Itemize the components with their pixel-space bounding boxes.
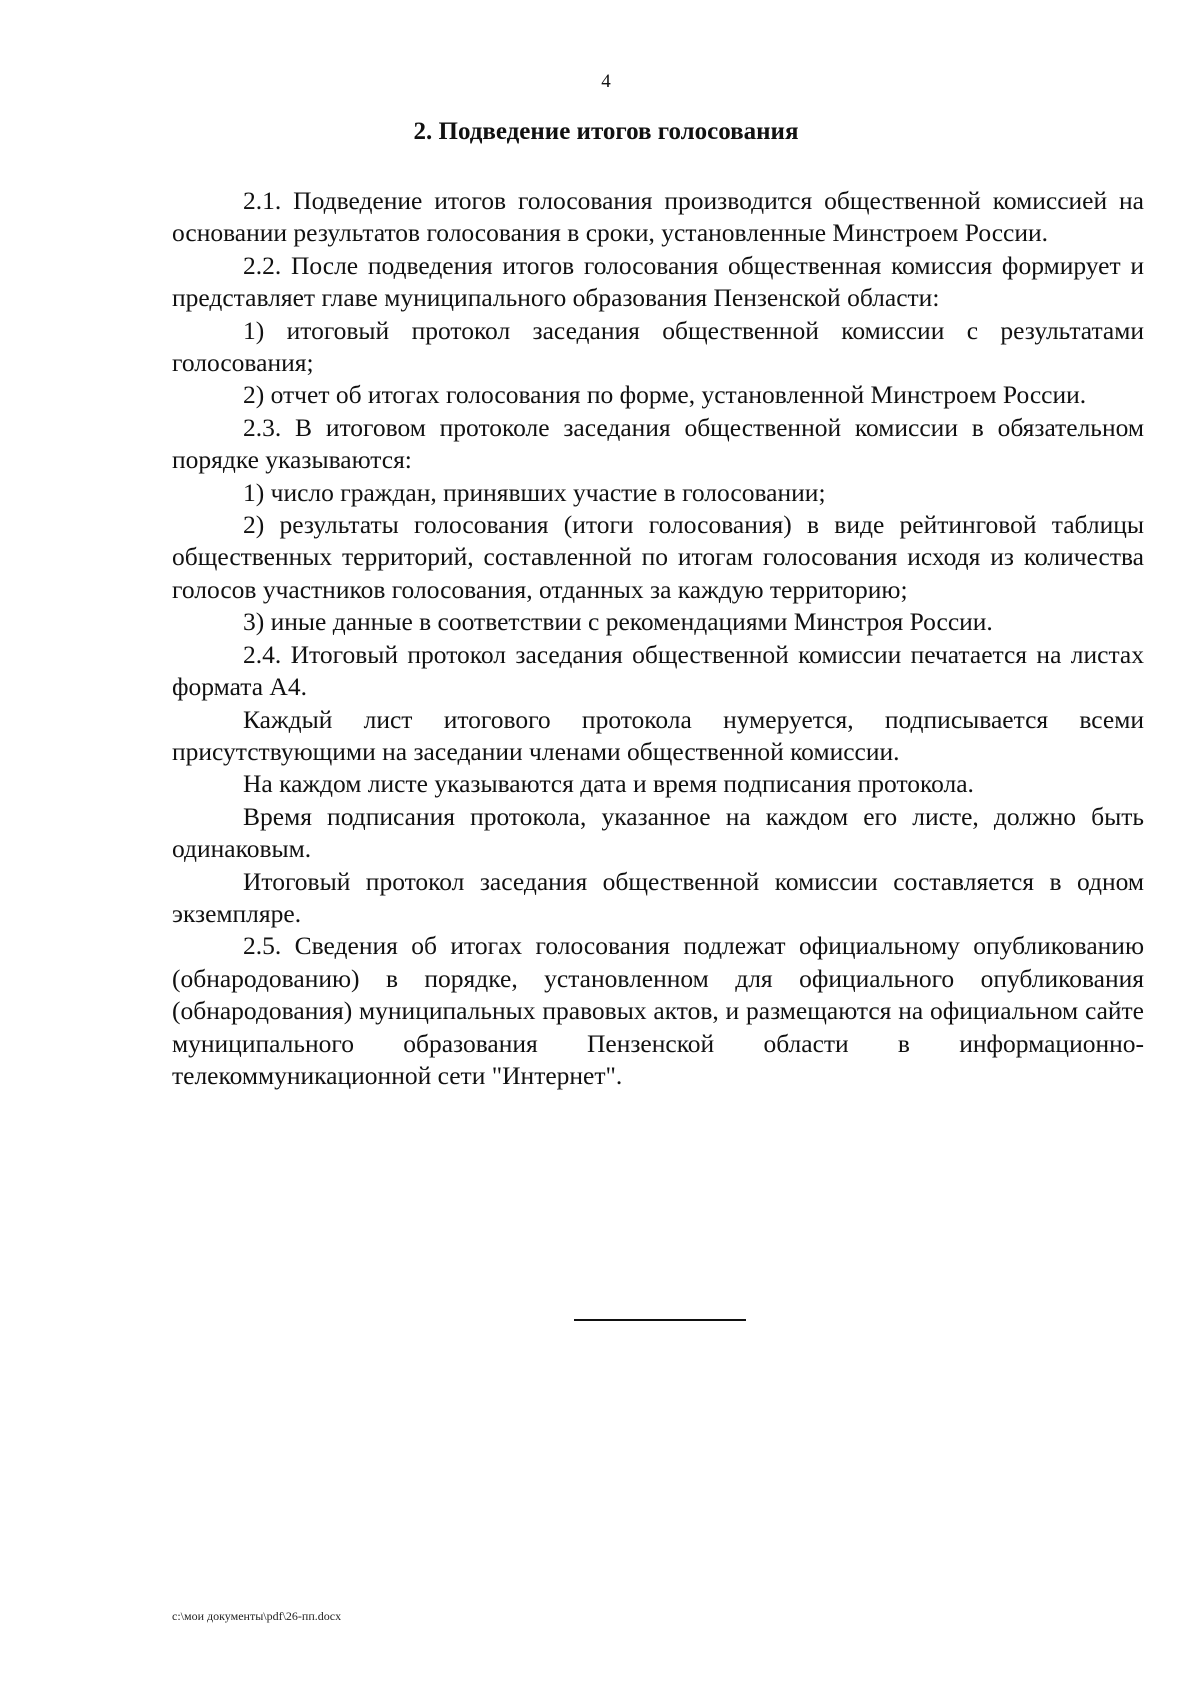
list-item-citizens-count: 1) число граждан, принявших участие в голосовании; xyxy=(243,477,826,507)
list-item-other-data: 3) иные данные в соответствии с рекомендациями Минстроя России. xyxy=(243,607,993,637)
list-item-protocol: 1) итоговый протокол заседания общественной комиссии с результатами голосования; xyxy=(172,315,1144,378)
paragraph-same-time: Время подписания протокола, указанное на каждом его листе, должно быть одинаковым. xyxy=(172,801,1144,864)
paragraph-2-5: 2.5. Сведения об итогах голосования подлежат официальному опубликованию (обнародованию) в порядке, установленном для официального опубликования (обнародования) муниципальных правовых актов, и размещаются на официальном сайте муниципального образования Пензенской области в информационно-телекоммуникационной сети "Интернет". xyxy=(172,931,1144,1090)
section-title: 2. Подведение итогов голосования xyxy=(413,118,799,145)
closing-divider xyxy=(574,1319,746,1321)
paragraph-2-1: 2.1. Подведение итогов голосования производится общественной комиссией на основании результатов голосования в сроки, установленные Минстроем России. xyxy=(172,186,1144,248)
footer-file-path: c:\мои документы\pdf\26-пп.docx xyxy=(172,1609,342,1623)
paragraph-2-4: 2.4. Итоговый протокол заседания общественной комиссии печатается на листах формата А4. xyxy=(172,639,1144,702)
paragraph-sheet-numbering: Каждый лист итогового протокола нумеруется, подписывается всеми присутствующими на заседании членами общественной комиссии. xyxy=(172,704,1144,766)
page-number: 4 xyxy=(601,71,611,92)
list-item-results: 2) результаты голосования (итоги голосования) в виде рейтинговой таблицы общественных территорий, составленной по итогам голосования исходя из количества голосов участников голосования, отданных за каждую территорию; xyxy=(172,510,1144,604)
document-body xyxy=(172,185,1144,1092)
list-item-report: 2) отчет об итогах голосования по форме, установленной Минстроем России. xyxy=(243,380,1087,410)
paragraph-2-2: 2.2. После подведения итогов голосования общественная комиссия формирует и представляет главе муниципального образования Пензенской области: xyxy=(172,250,1144,313)
paragraph-single-copy: Итоговый протокол заседания общественной комиссии составляется в одном экземпляре. xyxy=(172,866,1144,928)
paragraph-2-3: 2.3. В итоговом протоколе заседания общественной комиссии в обязательном порядке указываются: xyxy=(172,412,1144,475)
paragraph-date-time: На каждом листе указываются дата и время подписания протокола. xyxy=(243,769,974,799)
